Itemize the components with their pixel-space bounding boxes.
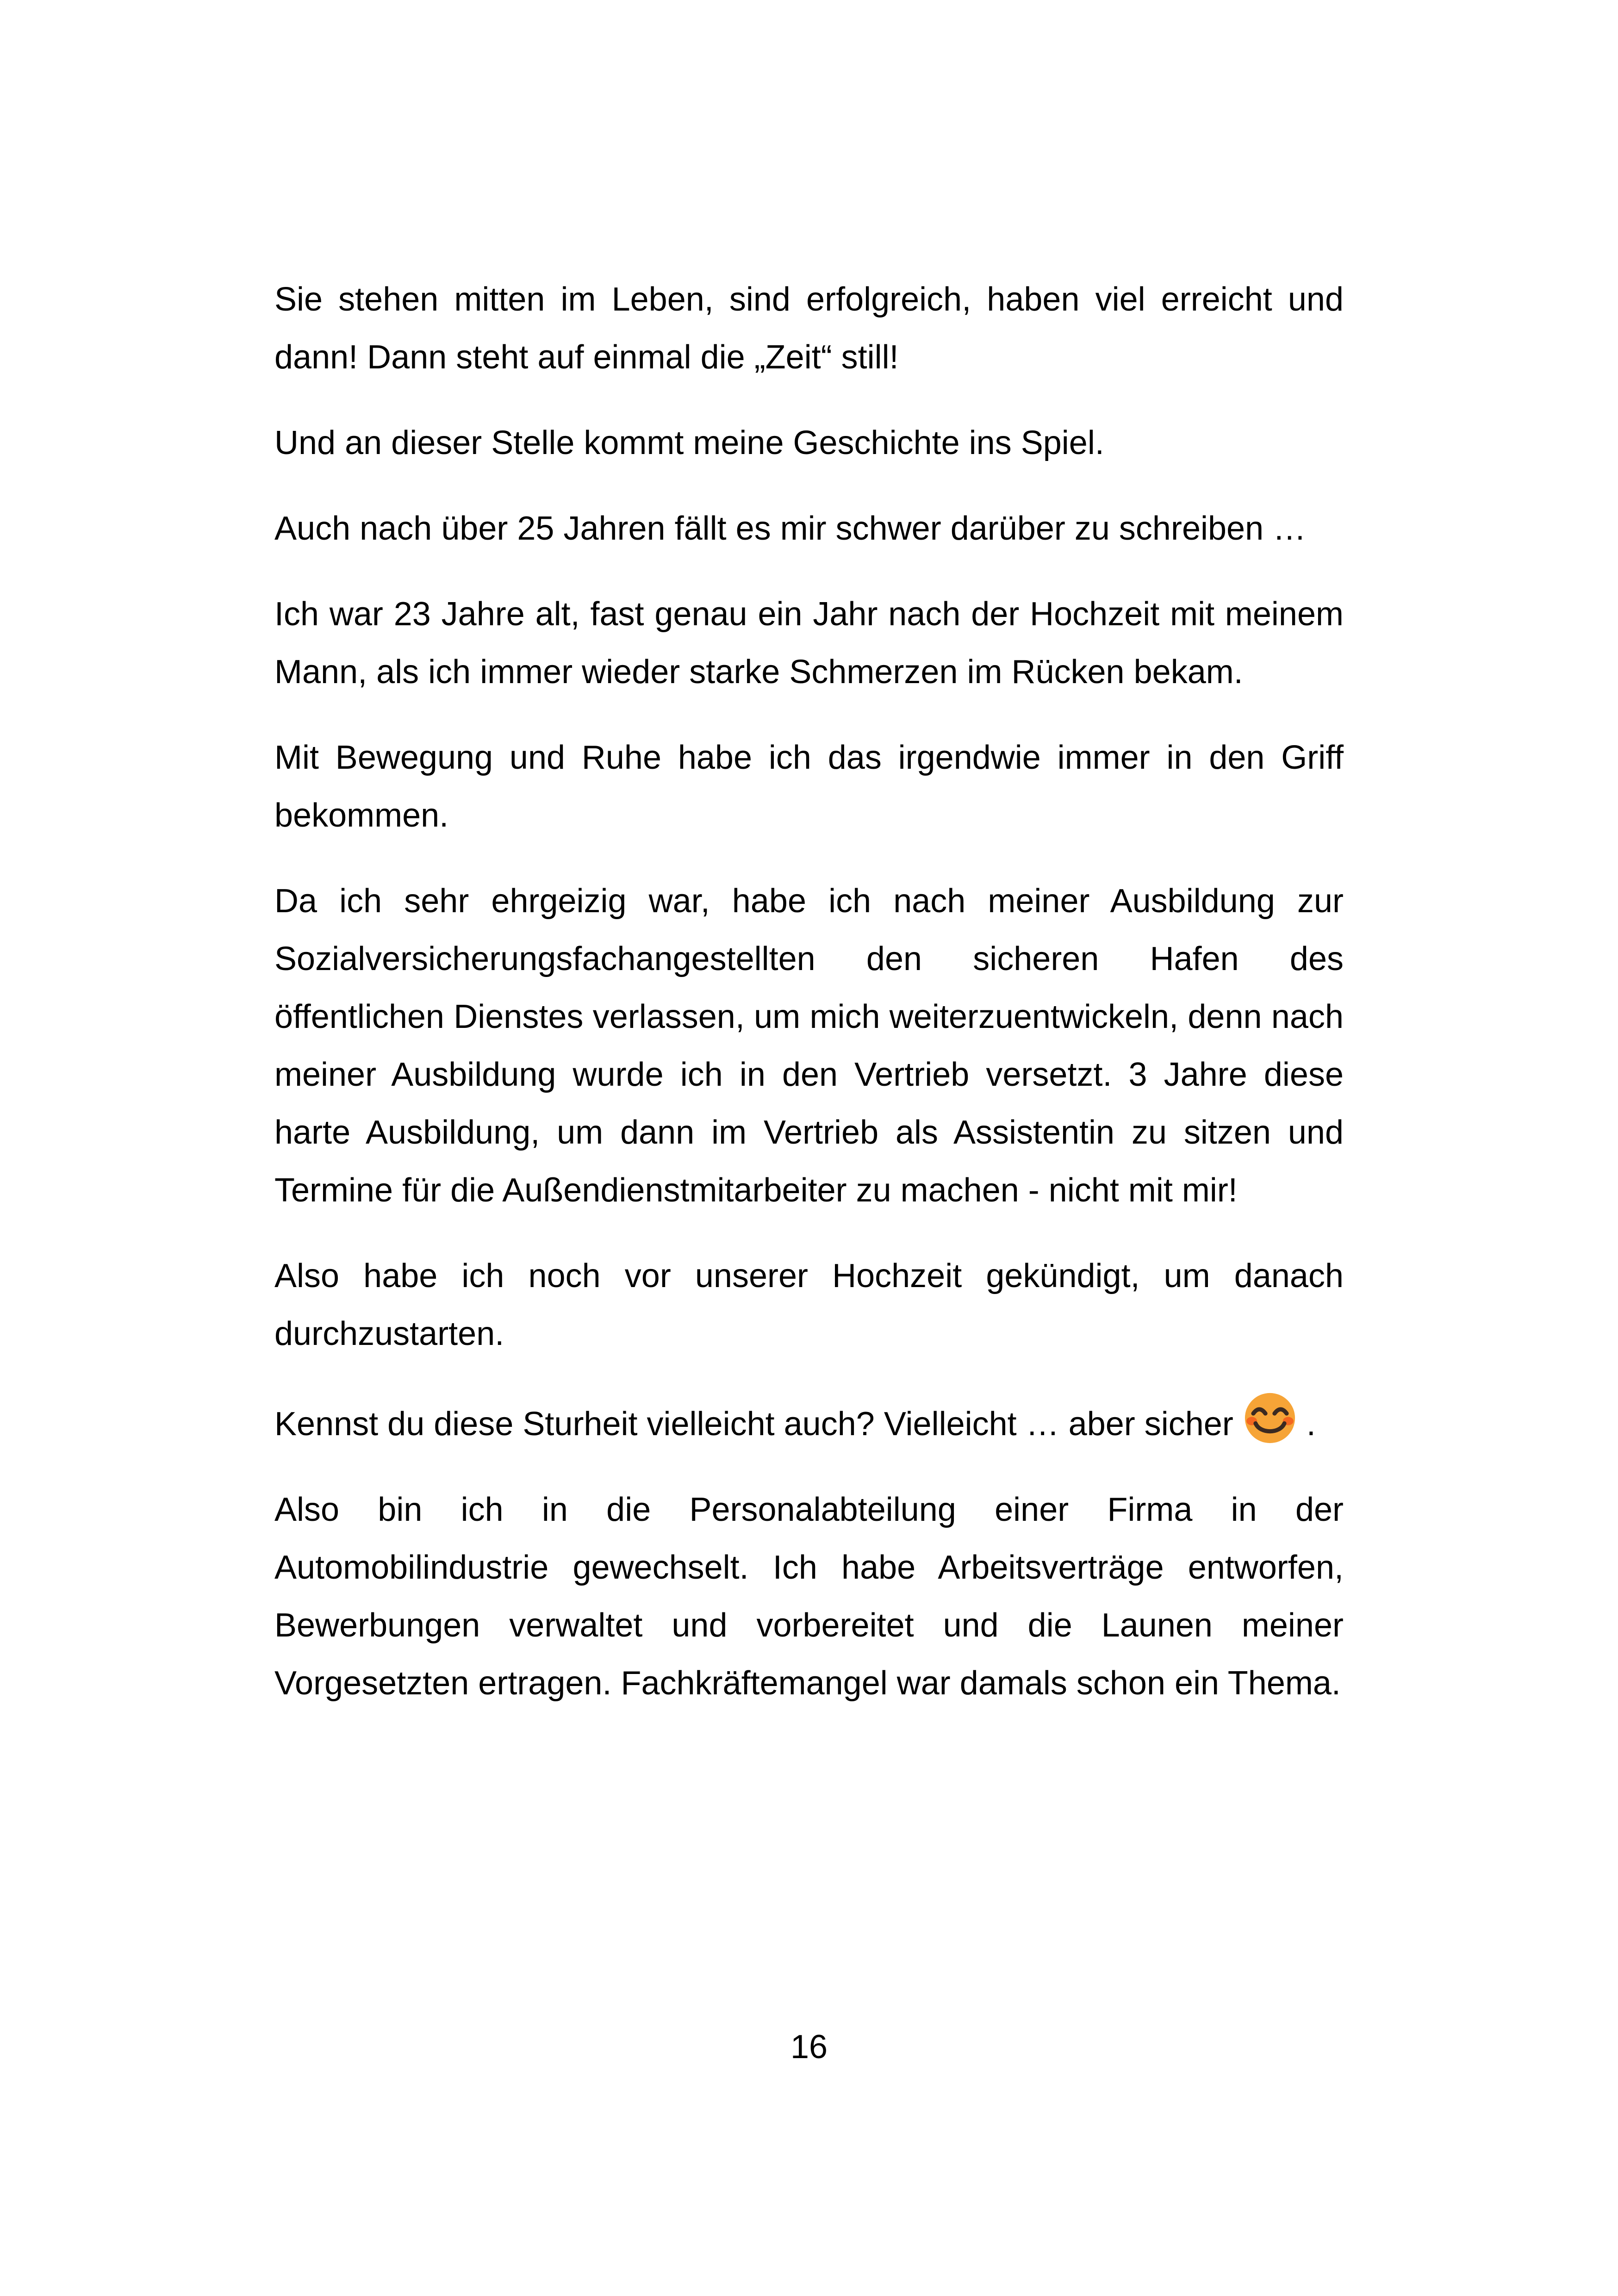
paragraph: Also bin ich in die Personalabteilung einer Firma in der Automobilindustrie gewechselt. Ich habe Arbeitsverträge entworfen, Bewerbungen verwaltet und vorbereitet und die Launen meiner Vorgesetzten ertragen. Fachkräftemangel war damals schon ein Thema. [274, 1491, 1344, 1702]
paragraph: Auch nach über 25 Jahren fällt es mir schwer darüber zu schreiben … [274, 510, 1307, 547]
smiling-face-emoji-icon [1243, 1391, 1297, 1445]
paragraph: Also habe ich noch vor unserer Hochzeit gekündigt, um danach durchzustarten. [274, 1257, 1344, 1352]
page-number: 16 [790, 2028, 828, 2066]
paragraph: Mit Bewegung und Ruhe habe ich das irgendwie immer in den Griff bekommen. [274, 739, 1344, 834]
text-paragraphs [274, 271, 1344, 1740]
paragraph: Sie stehen mitten im Leben, sind erfolgreich, haben viel erreicht und dann! Dann steht auf einmal die „Zeit“ still! [274, 281, 1344, 376]
paragraph: Kennst du diese Sturheit vielleicht auch? Vielleicht … aber sicher . [274, 1391, 1344, 1453]
paragraph: Und an dieser Stelle kommt meine Geschichte ins Spiel. [274, 424, 1104, 461]
paragraph: Ich war 23 Jahre alt, fast genau ein Jahr nach der Hochzeit mit meinem Mann, als ich immer wieder starke Schmerzen im Rücken bekam. [274, 596, 1344, 691]
paragraph: Da ich sehr ehrgeizig war, habe ich nach meiner Ausbildung zur Sozialversicherungsfachangestellten den sicheren Hafen des öffentlichen Dienstes verlassen, um mich weiterzuentwickeln, denn nach meiner Ausbildung wurde ich in den Vertrieb versetzt. 3 Jahre diese harte Ausbildung, um dann im Vertrieb als Assistentin zu sitzen und Termine für die Außendienstmitarbeiter zu machen - nicht mit mir! [274, 883, 1344, 1209]
